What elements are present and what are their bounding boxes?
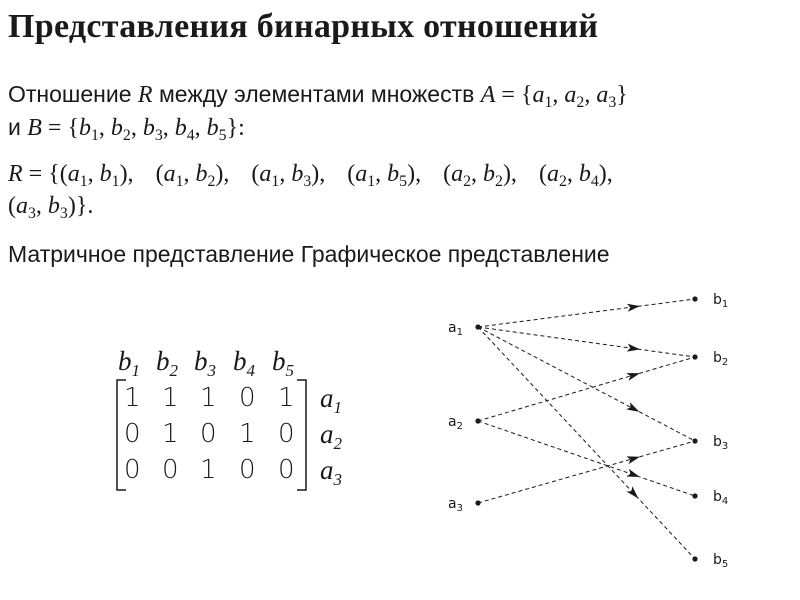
graph-node [692,438,697,443]
graph-node-label: $b_2$ [713,350,729,368]
edge-arrowhead [626,402,641,415]
matrix-cell: 1 [124,383,141,413]
matrix-row-label: $a_1$ [320,383,342,417]
relation-edge [478,299,695,327]
graph-node-label: $b_3$ [713,434,729,452]
edge-arrowhead [626,469,641,481]
graph-node-label: $a_2$ [448,414,463,432]
relation-definition: $R = \{(a_1$, $b_1$), ($a_1$, $b_2$), ($a_1$, $b_3$), ($a_1$, $b_5$), ($a_2$, $b_2$), ($a_2$, $b_4$), ($a_3$, $b_3$)}. [8,161,613,222]
graph-node-label: $b_5$ [713,552,729,570]
matrix-cell: 0 [200,419,217,449]
matrix-cell: 0 [278,419,295,449]
relation-edge [478,421,695,496]
matrix-cell: 1 [162,419,179,449]
matrix-cell: 0 [124,419,141,449]
page-title: Представления бинарных отношений [8,8,599,45]
matrix-cell: 1 [200,455,217,485]
edge-arrowhead [627,344,641,354]
matrix-cell: 0 [162,455,179,485]
graph-node-label: $a_1$ [448,320,463,338]
matrix-cell: 0 [239,455,256,485]
matrix-cell: 1 [239,419,256,449]
graph-caption: Графическое представление [300,241,610,267]
matrix-column-header: $b_4$ [233,346,255,380]
matrix-column-header: $b_5$ [272,346,294,380]
graph-node-label: $a_3$ [448,496,463,514]
graph-node [692,556,697,561]
graph-node-label: $b_4$ [713,489,729,507]
matrix-cell: 1 [278,383,295,413]
graph-node [692,296,697,301]
graph-node [475,500,480,505]
edge-arrowhead [627,302,641,312]
edge-arrowhead [626,453,641,464]
graph-node [692,354,697,359]
relation-edge [478,327,695,357]
graph-node-label: $b_1$ [713,292,729,310]
matrix-cell: 0 [124,455,141,485]
relation-edge [478,327,695,559]
matrix-cell: 1 [200,383,217,413]
matrix-cell: 1 [162,383,179,413]
relation-edge [478,327,695,441]
graph-node [692,493,697,498]
edge-arrowhead [626,369,641,380]
relation-edge [478,357,695,421]
matrix-column-header: $b_2$ [156,346,178,380]
matrix-row-label: $a_3$ [320,455,342,489]
matrix-cell: 0 [278,455,295,485]
matrix-column-header: $b_3$ [194,346,216,380]
graph-node [475,418,480,423]
matrix-column-header: $b_1$ [118,346,140,380]
intro-paragraph: Отношение R между элементами множеств $A = \{a_1$, $a_2$, $a_3$} и $B = \{b_1$, $b_2$, $b_3$, $b_4$, $b_5$}: [8,81,628,144]
graph-node [475,324,480,329]
relation-edge [478,441,695,503]
matrix-caption: Матричное представление [8,241,295,267]
matrix-row-label: $a_2$ [320,419,342,453]
matrix-cell: 0 [239,383,256,413]
